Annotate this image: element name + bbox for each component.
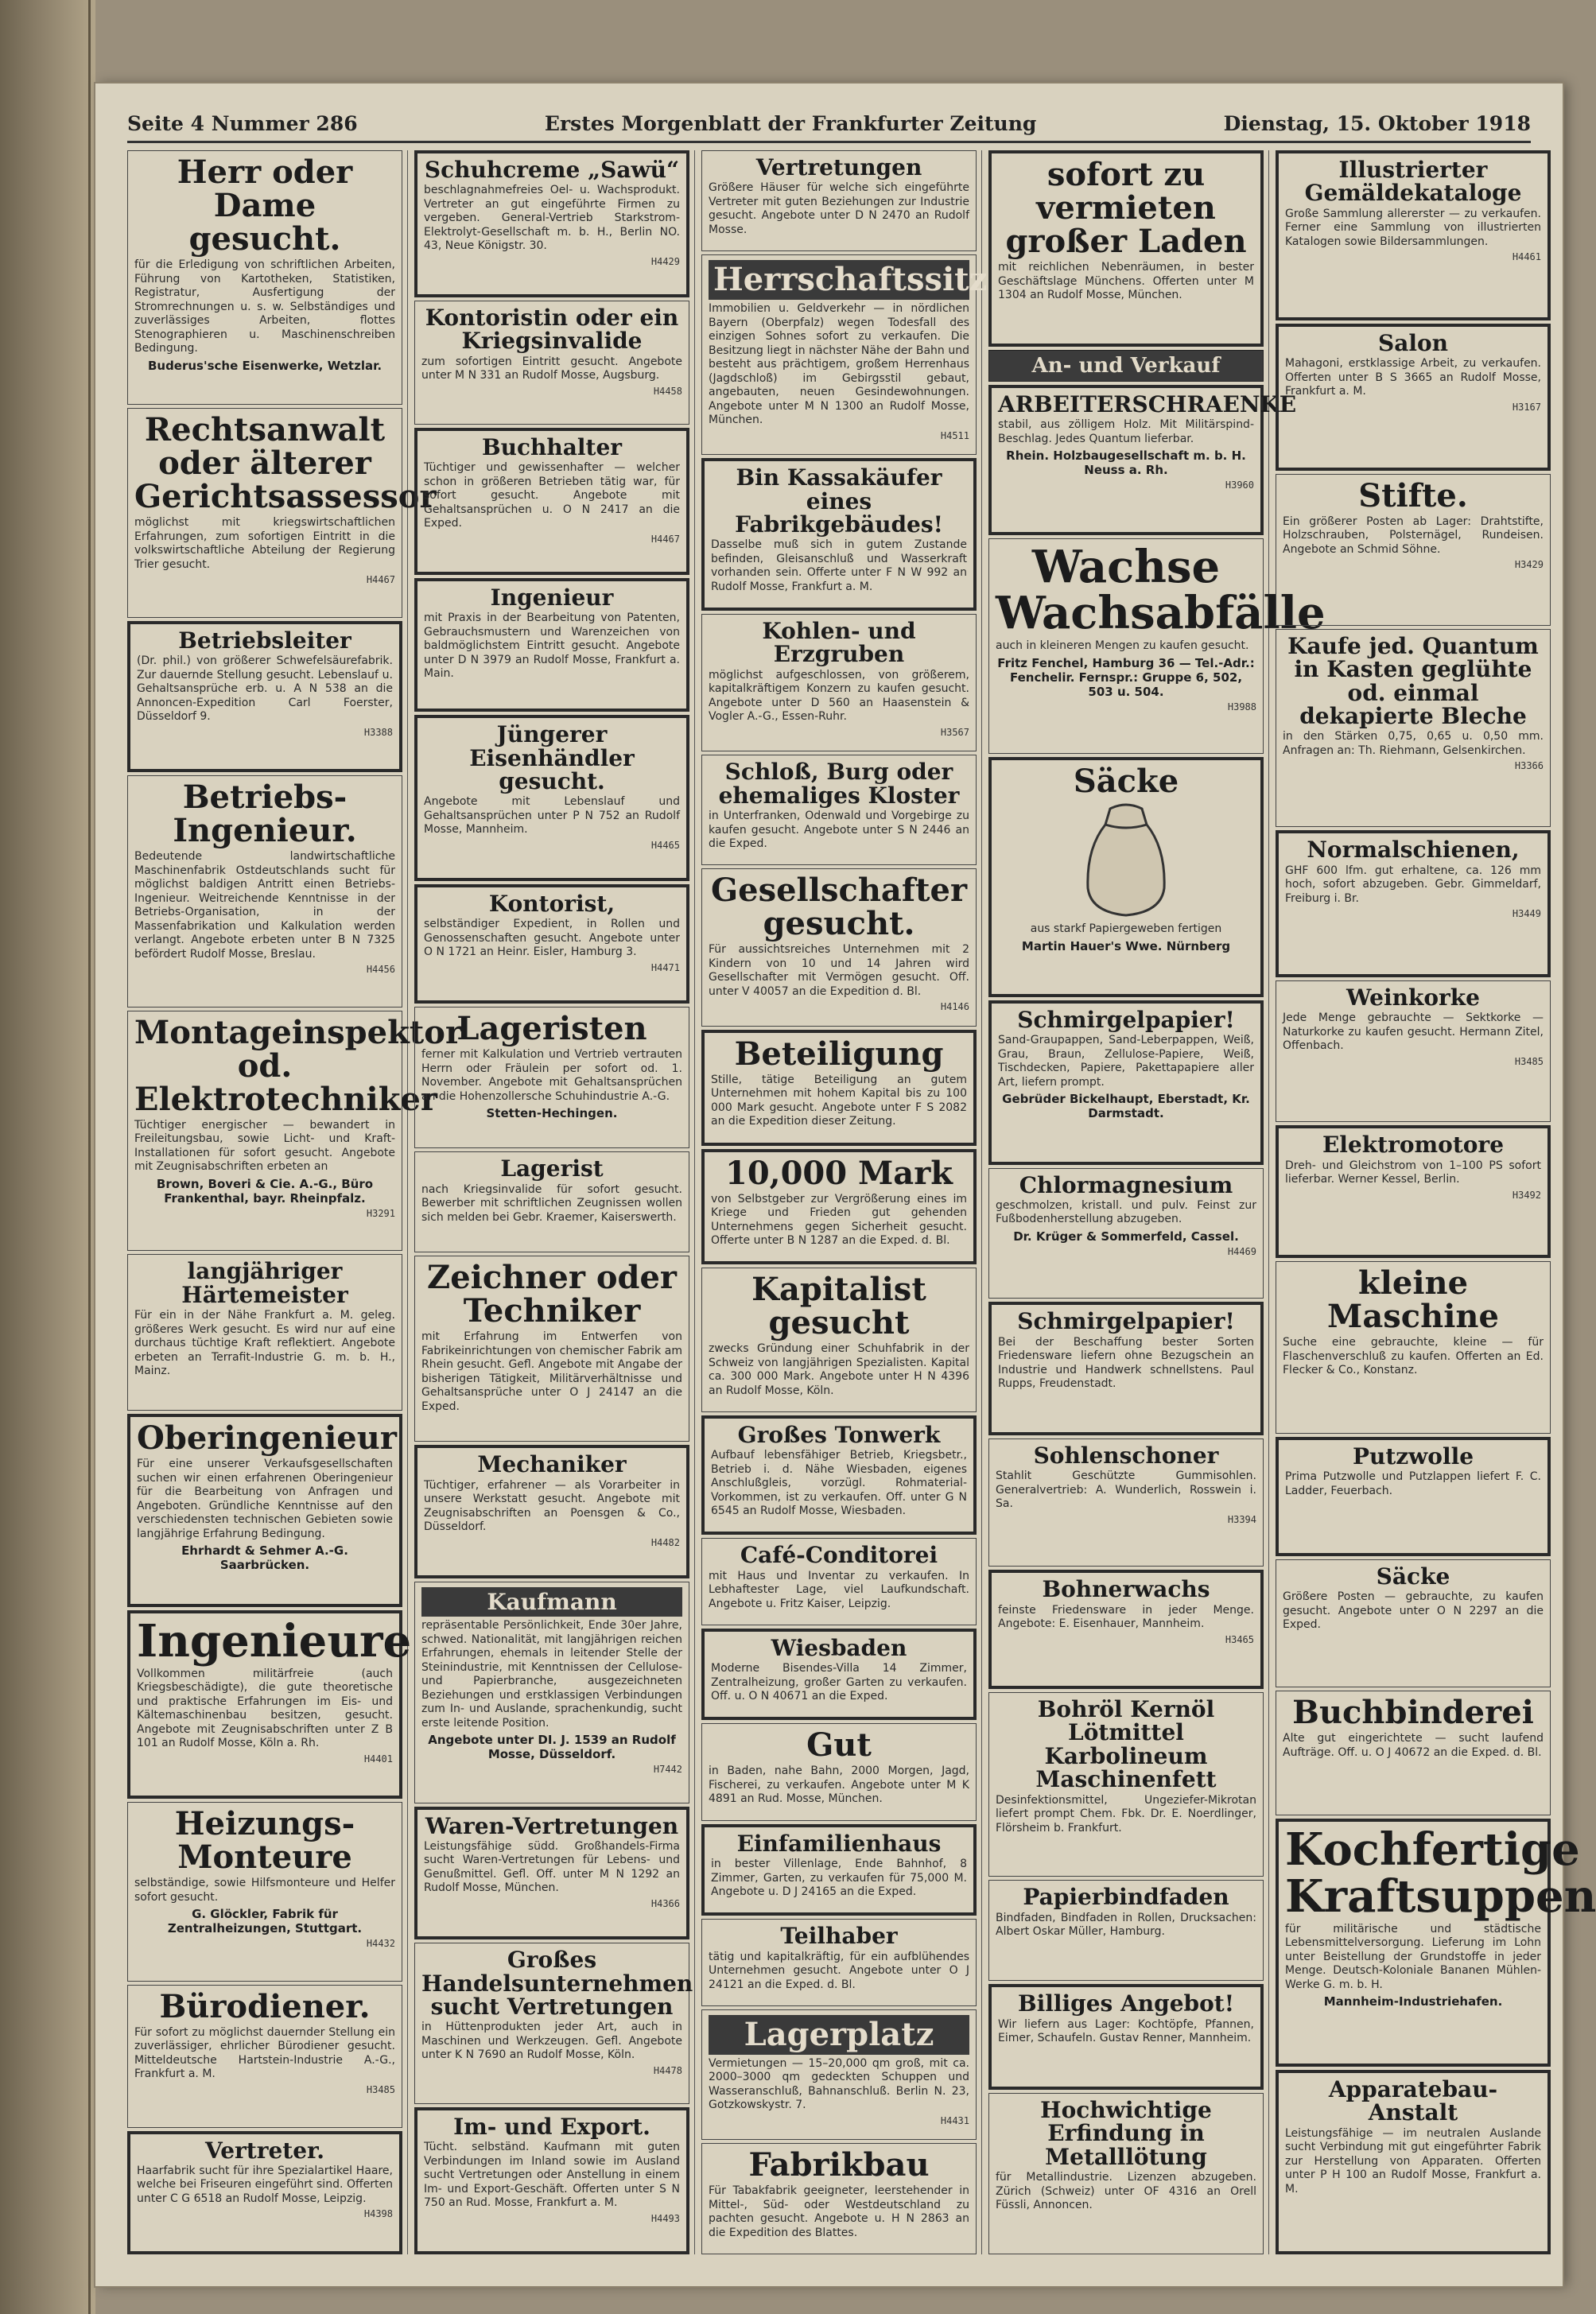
classified-ad [701,1538,977,1625]
ad-body: tätig und kapitalkräftig, für ein aufblühendes Unternehmen gesucht. Angebote unter O J 24121 an die Exped. d. Bl. [709,1950,969,1991]
ad-headline: Café-Conditorei [740,1542,938,1569]
ad-headline: Kohlen- und Erzgruben [762,617,916,668]
classified-ad [1276,1559,1551,1688]
classified-ad [1276,1819,1596,2067]
ad-body: in den Stärken 0,75, 0,65 u. 0,50 mm. Anfragen an: Th. Riehmann, Gelsenkirchen. [1283,730,1544,757]
ad-reference-code: H3567 [940,726,969,738]
ad-reference-code: H4467 [366,574,395,586]
classified-ad [988,1692,1264,1877]
ad-body: (Dr. phil.) von größerer Schwefelsäurefabrik. Zur dauernde Stellung gesucht. Lebenslauf u. Gehaltsansprüche erb. u. A N 538 an die Annoncen-Expedition Carl Foerster, Düsseldorf 9. [137,654,393,724]
ad-headline: kleine Maschine [1327,1264,1499,1336]
classified-ad [1276,1437,1551,1556]
ad-reference-code: H4465 [650,839,680,851]
classified-ad [127,1802,402,1982]
book-binding-spine [0,0,95,2314]
ad-headline: Chlormagnesium [1019,1171,1233,1198]
classified-ad [414,884,689,1004]
classified-ad [701,1415,977,1536]
ad-body: Stahlit Geschützte Gummisohlen. Generalvertrieb: A. Wunderlich, Rosswein i. Sa. [996,1470,1256,1511]
classified-ad [701,614,977,751]
classified-ad [1276,1691,1551,1815]
ad-body: Jede Menge gebrauchte — Sektkorke — Naturkorke zu kaufen gesucht. Hermann Zitel, Offenbach. [1283,1011,1544,1053]
ad-headline: Betriebsleiter [178,627,351,654]
ad-headline: Lagerist [500,1155,604,1182]
ad-headline: Schloß, Burg oder ehemaliges Kloster [718,759,960,809]
ad-signature: Martin Hauer's Wwe. Nürnberg [1021,938,1231,953]
ad-signature: Dr. Krüger & Sommerfeld, Cassel. [1013,1229,1239,1244]
classified-ad [988,757,1264,997]
ad-body: für die Erledigung von schriftlichen Arbeiten, Führung von Kartotheken, Statistiken, Registratur, Ausfertigung der Stromrechnungen u. s. w. Selbständiges und zuverlässiges Arbeiten, flottes Stenographieren u. Maschinenschreiben Bedingung. [134,258,395,355]
ad-body: Dasselbe muß sich in gutem Zustande befinden, Gleisanschluß und Wasserkraft vorhanden sein. Offerte unter F N W 992 an Rudolf Mosse, Frankfurt a. M. [711,538,967,593]
ad-body: Große Sammlung allererster — zu verkaufen. Ferner eine Sammlung von illustrierten Katalogen sowie Bildersammlungen. [1285,207,1541,248]
ad-body: in Unterfranken, Odenwald und Vorgebirge zu kaufen gesucht. Angebote unter S N 2446 an die Exped. [709,810,969,851]
classified-ad [701,458,977,611]
classified-ad [1276,2070,1551,2254]
ad-headline: Bin Kassakäufer eines Fabrikgebäudes! [735,464,943,538]
classified-ad [1276,474,1551,626]
ad-reference-code: H4398 [363,2208,393,2220]
ad-reference-code: H4493 [650,2212,680,2224]
classified-ad [127,1011,463,1252]
ad-reference-code: H3485 [1514,1055,1544,1067]
ad-body: Für aussichtsreiches Unternehmen mit 2 Kindern von 10 und 14 Jahren wird Gesellschafter mit Vermögen gesucht. Off. unter V 40057 an die Expedition d. Bl. [709,943,969,998]
ad-body: Für sofort zu möglichst dauernder Stellung ein zuverlässiger, ehrlicher Bürodiener gesucht. Mitteldeutsche Hartstein-Industrie A.-G., Frankfurt a. M. [134,2025,395,2081]
classified-ad [127,1414,402,1607]
classified-ad [701,2143,977,2254]
ad-body: Moderne Bisendes-Villa 14 Zimmer, Zentralheizung, großer Garten zu verkaufen. Off. u. O N 40671 an die Exped. [711,1662,967,1703]
ad-headline: Heizungs-Monteure [174,1805,355,1877]
ad-signature: Mannheim-Industriehafen. [1323,1994,1503,2009]
ad-reference-code: H4471 [650,961,680,973]
ad-body: Größere Posten — gebrauchte, zu kaufen gesucht. Angebote unter O N 2297 an die Exped. [1283,1590,1544,1632]
ad-body: Suche eine gebrauchte, kleine — für Flaschenverschluß zu kaufen. Offerten an Ed. Flecker & Co., Konstanz. [1283,1336,1544,1377]
classified-ad [988,1000,1264,1165]
classified-ad [414,2107,689,2254]
ad-column [127,150,463,2254]
ad-reference-code: H4478 [653,2064,682,2076]
ad-headline: Buchhalter [481,434,623,461]
ad-reference-code: H3485 [366,2083,395,2095]
ad-body: Größere Häuser für welche sich eingeführte Vertreter mit guten Beziehungen zur Industrie gesucht. Angebote unter D N 2470 an Rudolf Mosse. [709,181,969,236]
classified-ad [414,1256,689,1442]
ad-headline: Ingenieur [490,584,614,612]
classified-ad [414,1151,689,1252]
ad-headline: Gesellschafter gesucht. [710,872,968,943]
ad-body: beschlagnahmefreies Oel- u. Wachsprodukt. Vertreter an gut eingeführte Firmen zu vergeben. General-Vertrieb Starkstrom-Elektrolyt-Gesellschaft m. b. H., Berlin NO. 43, Neue Königstr. 30. [424,184,680,253]
ad-body: in bester Villenlage, Ende Bahnhof, 8 Zimmer, Garten, zu verkaufen für 75,000 M. Angebote u. D J 24165 an die Exped. [711,1858,967,1899]
classified-ad [414,1582,689,1803]
ad-signature: Rhein. Holzbaugesellschaft m. b. H. Neuss a. Rh. [1006,448,1246,478]
classified-ad [988,1984,1264,2090]
ad-body: Für ein in der Nähe Frankfurt a. M. geleg. größeres Werk gesucht. Es wird nur auf eine durchaus tüchtige Kraft reflektiert. Angebote erbeten an Terrafit-Industrie G. m. b. H., Mainz. [134,1309,395,1378]
classified-ad [414,578,689,712]
classified-ad [701,1149,977,1265]
ad-reference-code: H3394 [1227,1513,1256,1525]
ad-body: Desinfektionsmittel, Ungeziefer-Mikrotan liefert prompt Chem. Fbk. Dr. E. Noerdlinger, Flörsheim b. Frankfurt. [996,1793,1256,1835]
ad-body: Für eine unserer Verkaufsgesellschaften suchen wir einen erfahrenen Oberingenieur für die Bearbeitung von Anfragen und Angeboten. Gründliche Kenntnisse auf den verschiedensten technischen Gebieten sowie langjährige Erfahrung Bedingung. [137,1458,393,1540]
ad-headline: Papierbindfaden [1023,1884,1229,1911]
ad-body: aus starkf Papiergeweben fertigen [1030,922,1222,936]
classified-ad [127,1610,412,1799]
ad-body: Wir liefern aus Lager: Kochtöpfe, Pfannen, Eimer, Schaufeln. Gustav Renner, Mannheim. [998,2017,1254,2045]
classified-ad [127,1985,402,2128]
ad-headline: Schmirgelpapier! [1017,1308,1235,1335]
ad-reference-code: H4458 [653,385,682,397]
header-date: Dienstag, 15. Oktober 1918 [1223,111,1531,135]
ad-headline: Ingenieure [137,1614,412,1668]
ad-headline: Betriebs-Ingenieur. [173,778,357,850]
ad-headline: Illustrierter Gemäldekataloge [1304,157,1522,207]
ad-headline: Kaufe jed. Quantum in Kasten geglühte od. einmal dekapierte Bleche [1287,632,1539,729]
ad-headline: Sohlenschoner [1033,1442,1219,1470]
ad-headline: Bürodiener. [159,1987,371,2025]
ad-reference-code: H3492 [1512,1189,1541,1201]
ad-column [414,150,695,2254]
classified-ad [414,1445,689,1578]
ad-reference-code: H7442 [653,1764,682,1776]
ad-body: Tüchtiger energischer — bewandert in Freileitungsbau, sowie Licht- und Kraft-Installationen für sofort gesucht. Angebote mit Zeugnisabschriften erbeten an [134,1118,395,1174]
ad-headline: Salon [1377,330,1449,356]
ad-body: Leistungsfähige südd. Großhandels-Firma sucht Waren-Vertretungen für Lebens- und Genußmittel. Gefl. Off. unter M N 1292 an Rudolf Mosse, München. [424,1839,680,1895]
classified-ad [1276,980,1551,1123]
classified-ad [127,1254,402,1411]
classified-ad [1276,629,1551,827]
header-rule [127,141,1531,143]
header-masthead: Erstes Morgenblatt der Frankfurter Zeitung [544,111,1037,135]
ad-column [988,150,1326,2254]
classified-ad [1276,150,1551,320]
ad-body: auch in kleineren Mengen zu kaufen gesucht. [996,639,1249,653]
ad-body: GHF 600 lfm. gut erhaltene, ca. 126 mm hoch, sofort abzugeben. Gebr. Gimmeldarf, Freiburg i. Br. [1285,864,1541,905]
ad-body: Immobilien u. Geldverkehr — in nördlichen Bayern (Oberpfalz) wegen Todesfall des einzigen Sohnes sofort zu verkaufen. Die Besitzung liegt in nächster Nähe der Bahn und besteht aus prächtigem, großem Herrenhaus (Jagdschloß) im Gebirgsstil gebaut, angebauten, neuen Gesindewohnungen. Angebote unter M N 1300 an Rudolf Mosse, München. [709,302,969,427]
ad-body: in Hüttenprodukten jeder Art, auch in Maschinen und Werkzeugen. Gefl. Angebote unter K N 7690 an Rudolf Mosse, Köln. [421,2021,682,2062]
ad-body: stabil, aus zölligem Holz. Mit Militärspind-Beschlag. Jedes Quantum lieferbar. [998,418,1254,445]
ad-headline: Weinkorke [1346,984,1480,1011]
ad-reference-code: H3167 [1512,401,1541,413]
classified-ad [414,1807,689,1940]
ad-body: Ein größerer Posten ab Lager: Drahtstifte, Holzschrauben, Polsternägel, Rundeisen. Angebote an Schmid Söhne. [1283,514,1544,556]
ad-headline: Säcke [1073,763,1179,801]
ad-body: Für Tabakfabrik geeigneter, leerstehender in Mittel-, Süd- oder Westdeutschland zu pachten gesucht. Angebote u. H N 2863 an die Expedition des Blattes. [709,2184,969,2239]
classified-ad [127,775,402,1008]
ad-headline: Im- und Export. [453,2113,650,2140]
classified-ad [988,1880,1264,1981]
classified-ad [701,1919,977,2006]
ad-reference-code: H4511 [940,429,969,441]
ad-headline: Kontorist, [488,890,615,917]
ad-body: repräsentable Persönlichkeit, Ende 30er Jahre, schwed. Nationalität, mit langjährigen reichen Erfahrungen, ehemals in leitender Stelle der Steinindustrie, mit Kenntnissen der Cellulose- und Papierbranche, ausgezeichneten Beziehungen und erstklassigen Verbindungen zum In- und Auslande, sprachenkundig, sucht erste leitende Position. [421,1619,682,1730]
ad-body: Dreh- und Gleichstrom von 1–100 PS sofort lieferbar. Werner Kessel, Berlin. [1285,1159,1541,1186]
classified-ad [414,428,689,575]
classified-ad [414,301,689,425]
classified-ad [988,538,1326,754]
ad-headline: Normalschienen, [1307,837,1520,864]
ad-signature: Angebote unter DI. J. 1539 an Rudolf Mosse, Düsseldorf. [428,1733,676,1762]
ad-headline: Herrschaftssitz [709,260,969,300]
ad-reference-code: H4431 [940,2114,969,2126]
ad-body: Haarfabrik sucht für ihre Spezialartikel Haare, welche bei Friseuren eingeführt sind. Offerten unter C G 6518 an Rudolf Mosse, Leipzig. [137,2164,393,2205]
header-page-number: Seite 4 Nummer 286 [127,111,358,135]
ad-reference-code: H4467 [650,533,680,545]
ad-signature: Gebrüder Bickelhaupt, Eberstadt, Kr. Darmstadt. [1002,1092,1250,1121]
ad-body: Stille, tätige Beteiligung an gutem Unternehmen mit hohem Kapital bis zu 100 000 Mark gesucht. Angebote unter F S 2082 an die Expedition dieser Zeitung. [711,1073,967,1128]
classified-ad [701,755,977,865]
ad-headline: sofort zu vermieten großer Laden [1005,156,1247,260]
classified-ad [1276,324,1551,471]
ad-reference-code: H4146 [940,1001,969,1013]
classified-ad [414,1007,689,1148]
ad-reference-code: H4469 [1227,1245,1256,1257]
ad-headline: Kontoristin oder ein Kriegsinvalide [425,305,679,355]
ad-reference-code: H3960 [1225,479,1254,491]
newspaper-page [95,83,1596,2286]
ad-column [1276,150,1596,2254]
classified-ad [701,1723,977,1820]
ad-signature: Fritz Fenchel, Hamburg 36 — Tel.-Adr.: Fenchelir. Fernspr.: Gruppe 6, 502, 503 u. 504. [997,655,1255,699]
ad-headline: Säcke [1376,1563,1450,1590]
ad-reference-code: H3429 [1514,559,1544,571]
classified-ad [701,2009,977,2141]
ad-headline: Gut [806,1726,872,1765]
ad-signature: Stetten-Hechingen. [486,1106,618,1121]
ad-body: Tüchtiger, erfahrener — als Vorarbeiter in unsere Werkstatt gesucht. Angebote mit Zeugnisabschriften an Poensgen & Co., Düsseldorf. [424,1478,680,1534]
ad-body: Aufbauf lebensfähiger Betrieb, Kriegsbetr., Betrieb i. d. Nähe Wiesbaden, eigenes Anschlußgleis, vorzügl. Rohmaterial-Vorkommen, ist zu verkaufen. Off. unter G N 6545 an Rudolf Mosse, Wiesbaden. [711,1449,967,1518]
ad-body: für Metallindustrie. Lizenzen abzugeben. Zürich (Schweiz) unter OF 4316 an Orell Füssli, Annoncen. [996,2171,1256,2212]
ad-reference-code: H4432 [366,1938,395,1950]
ad-headline: Mechaniker [477,1451,627,1478]
ad-headline: Herr oder Dame gesucht. [177,153,353,258]
ad-body: möglichst mit kriegswirtschaftlichen Erfahrungen, zum sofortigen Eintritt in die volkswirtschaftliche Abteilung der Regierung Trier gesucht. [134,516,395,571]
ad-headline: Kochfertige Kraftsuppen [1285,1823,1596,1923]
ad-headline: Kapitalist gesucht [751,1271,926,1342]
ad-body: Bei der Beschaffung bester Sorten Friedensware liefern ohne Bezugschein an Industrie und Handwerk schnellstens. Paul Rupps, Freudenstadt. [998,1335,1254,1391]
ad-body: selbständige, sowie Hilfsmonteure und Helfer sofort gesucht. [134,1877,395,1904]
ad-body: geschmolzen, kristall. und pulv. Feinst zur Fußbodenherstellung abzugeben. [996,1198,1256,1226]
ad-column [701,150,988,2254]
classified-ad [988,385,1297,535]
ad-headline: 10,000 Mark [725,1154,953,1192]
classified-ad [701,1824,977,1916]
ad-signature: Brown, Boveri & Cie. A.-G., Büro Frankenthal, bayr. Rheinpfalz. [156,1176,374,1206]
ad-headline: Montageinspektor od. Elektrotechniker [134,1013,463,1118]
ad-reference-code: H4401 [363,1753,393,1765]
ad-headline: Großes Handelsunternehmen sucht Vertretungen [421,1947,693,2020]
ad-body: mit Praxis in der Bearbeitung von Patenten, Gebrauchsmustern und Warenzeichen von baldmöglichstem Eintritt gesucht. Angebote unter D N 3979 an Rudolf Mosse, Frankfurt a. Main. [424,612,680,681]
ad-reference-code: H4366 [650,1897,680,1909]
ad-headline: Schuhcreme „Sawü“ [424,157,680,183]
ad-body: Sand-Graupappen, Sand-Leberpappen, Weiß, Grau, Braun, Zellulose-Papiere, Weiß, Tischdecken, Papiere, Pakettapapiere aller Art, liefern prompt. [998,1034,1254,1089]
classified-ad [988,1168,1264,1299]
ad-body: zum sofortigen Eintritt gesucht. Angebote unter M N 331 an Rudolf Mosse, Augsburg. [421,355,682,382]
ad-body: Bedeutende landwirtschaftliche Maschinenfabrik Ostdeutschlands sucht für möglichst baldigen Antritt einen Betriebs-Ingenieur. Weitreichende Kenntnisse in der Betriebs-Organisation, in der Massenfabrikation und Kalkulation werden verlangt. Angebote erbeten unter B N 7325 befördert Rudolf Mosse, Breslau. [134,850,395,961]
classified-ad [701,1268,977,1412]
ad-headline: langjähriger Härtemeister [181,1258,348,1308]
ad-body: Prima Putzwolle und Putzlappen liefert F. C. Ladder, Feuerbach. [1285,1470,1541,1497]
ad-body: Angebote mit Lebenslauf und Gehaltsansprüchen unter P N 752 an Rudolf Mosse, Mannheim. [424,795,680,837]
classified-ad [988,1302,1264,1435]
page-header [127,107,1531,139]
ad-headline: Hochwichtige Erfindung in Metalllötung [1040,2096,1212,2170]
ad-headline: Vertretungen [755,154,922,181]
ad-headline: Bohnerwachs [1042,1576,1210,1603]
ad-headline: Jüngerer Eisenhändler gesucht. [469,721,635,794]
classified-ad [1276,830,1551,977]
classified-ad [1276,1125,1551,1258]
ad-reference-code: H3388 [363,726,393,738]
ad-headline: Bohröl Kernöl Lötmittel Karbolineum Maschinenfett [1035,1696,1217,1793]
ad-reference-code: H3988 [1227,701,1256,712]
classified-ad [414,150,689,297]
classified-ad [127,2131,402,2255]
ad-headline: Oberingenieur [137,1419,397,1458]
ad-reference-code: H4461 [1512,251,1541,263]
ad-headline: Fabrikbau [748,2146,930,2184]
ad-body: Tücht. selbständ. Kaufmann mit guten Verbindungen im Inland sowie im Ausland sucht Vertretungen oder Anstellung in einem Im- und Export-Geschäft. Offerten unter S N 750 an Rud. Mosse, Frankfurt a. M. [424,2141,680,2210]
ad-body: Mahagoni, erstklassige Arbeit, zu verkaufen. Offerten unter B S 3665 an Rudolf Mosse, Frankfurt a. M. [1285,357,1541,398]
ad-body: mit reichlichen Nebenräumen, in bester Geschäftslage Münchens. Offerten unter M 1304 an Rudolf Mosse, München. [998,261,1254,301]
ad-signature: Buderus'sche Eisenwerke, Wetzlar. [147,358,382,373]
ad-reference-code: H3449 [1512,908,1541,919]
ad-columns [127,150,1596,2254]
ad-signature: G. Glöckler, Fabrik für Zentralheizungen, Stuttgart. [167,1907,363,1936]
classified-ad [701,1629,977,1721]
ad-body: in Baden, nahe Bahn, 2000 Morgen, Jagd, Fischerei, zu verkaufen. Angebote unter M K 4891 an Rud. Mosse, München. [709,1765,969,1806]
ad-body: Alte gut eingerichtete — sucht laufend Aufträge. Off. u. O J 40672 an die Exped. d. Bl. [1283,1732,1544,1759]
ad-reference-code: H4456 [366,964,395,976]
ad-body: Bindfaden, Bindfaden in Rollen, Drucksachen: Albert Oskar Müller, Hamburg. [996,1911,1256,1939]
ad-headline: Wiesbaden [771,1634,907,1661]
ad-headline: Einfamilienhaus [736,1830,942,1857]
ad-reference-code: H3465 [1225,1633,1254,1645]
ad-body: selbständiger Expedient, in Rollen und Genossenschaften gesucht. Angebote unter O N 1721 an Heinr. Eisler, Hamburg 3. [424,918,680,959]
classified-ad [701,868,977,1027]
ad-headline: Lagerplatz [709,2015,969,2055]
ad-headline: Elektromotore [1322,1132,1505,1159]
sack-illustration-icon [998,801,1254,920]
ad-headline: Wachse Wachsabfälle [996,540,1326,640]
classified-ad [988,1570,1264,1689]
classified-ad [701,1030,977,1146]
classified-ad [988,1438,1264,1567]
ad-body: nach Kriegsinvalide für sofort gesucht. Bewerber mit schriftlichen Zeugnissen wollen sich melden bei Gebr. Kraemer, Kaiserswerth. [421,1182,682,1224]
ad-body: zwecks Gründung einer Schuhfabrik in der Schweiz von langjährigen Spezialisten. Kapital ca. 300 000 Mark. Angebote unter H N 4396 an Rudolf Mosse, Köln. [709,1342,969,1397]
ad-headline: Kaufmann [421,1587,682,1617]
ad-headline: Schmirgelpapier! [1017,1006,1235,1033]
ad-body: Vermietungen — 15–20,000 qm groß, mit ca. 2000–3000 qm gedeckten Schuppen und Wasseranschluß, Bahnanschluß. Berlin N. 23, Gotzkowskystr. 7. [709,2056,969,2112]
ad-headline: Beteiligung [734,1035,944,1073]
ad-headline: Teilhaber [780,1923,898,1950]
ad-headline: Putzwolle [1352,1442,1474,1470]
ad-body: mit Haus und Inventar zu verkaufen. In Lebhaftester Lage, viel Laufkundschaft. Angebote u. Fritz Kaiser, Leipzig. [709,1569,969,1610]
ad-signature: Ehrhardt & Sehmer A.-G. Saarbrücken. [181,1543,348,1573]
ad-headline: Zeichner oder Techniker [427,1259,677,1330]
ad-reference-code: H3291 [366,1207,395,1219]
section-heading: An- und Verkauf [988,350,1264,382]
ad-headline: Waren-Vertretungen [425,1812,679,1839]
classified-ad [701,254,988,455]
ad-headline: Vertreter. [205,2137,324,2164]
ad-body: feinste Friedensware in jeder Menge. Angebote: E. Eisenhauer, Mannheim. [998,1603,1254,1631]
ad-body: ferner mit Kalkulation und Vertrieb vertrauten Herrn oder Fräulein per sofort od. 1. November. Angebote mit Gehaltsansprüchen an die Hohenzollersche Schuhindustrie A.-G. [421,1048,682,1103]
ad-headline: Großes Tonwerk [737,1421,941,1448]
ad-headline: Buchbinderei [1292,1694,1534,1732]
ad-headline: Billiges Angebot! [1017,1990,1235,2017]
ad-headline: Stifte. [1358,476,1468,514]
classified-ad [1276,1261,1551,1433]
ad-headline: Lageristen [456,1010,647,1048]
classified-ad [988,2093,1264,2254]
ad-body: möglichst aufgeschlossen, von größerem, kapitalkräftigem Konzern zu kaufen gesucht. Angebote unter D 560 an Haasenstein & Vogler A.-G., Essen-Ruhr. [709,668,969,724]
ad-body: für militärische und städtische Lebensmittelversorgung. Lieferung im Lohn unter Beistellung der Grundstoffe in jeder Menge. Deutsch-Koloniale Bananen Mühlen-Werke G. m. b. H. [1285,1922,1541,1991]
classified-ad [414,1943,693,2104]
ad-body: Tüchtiger und gewissenhafter — welcher schon in größeren Betrieben tätig war, für sofort gesucht. Angebote mit Gehaltsansprüchen u. O N 2417 an die Exped. [424,461,680,530]
ad-body: von Selbstgeber zur Vergrößerung eines im Kriege und Frieden gut gehenden Unternehmens gegen Sicherheit gesucht. Offerte unter B N 1287 an die Exped. d. Bl. [711,1192,967,1248]
ad-reference-code: H4482 [650,1536,680,1548]
classified-ad [988,150,1264,347]
ad-headline: Apparatebau-Anstalt [1328,2075,1498,2126]
ad-headline: Rechtsanwalt oder älterer Gerichtsassessor [134,411,437,516]
classified-ad [127,408,437,618]
classified-ad [701,150,977,251]
ad-body: Leistungsfähige — im neutralen Auslande sucht Verbindung mit gut eingeführter Fabrik zur Herstellung von Apparaten. Offerten unter P H 100 an Rudolf Mosse, Frankfurt a. M. [1285,2126,1541,2196]
classified-ad [414,715,689,881]
classified-ad [127,621,402,773]
ad-headline: ARBEITERSCHRAENKE [998,390,1297,417]
ad-reference-code: H4429 [650,255,680,267]
ad-reference-code: H3366 [1514,760,1544,772]
ad-body: mit Erfahrung im Entwerfen von Fabrikeinrichtungen von chemischer Fabrik am Rhein gesucht. Gefl. Angebote mit Angabe der bisherigen Tätigkeit, Militärverhältnisse und Gehaltsansprüche unter O J 24147 an die Exped. [421,1330,682,1413]
ad-body: Vollkommen militärfreie (auch Kriegsbeschädigte), die gute theoretische und praktische Erfahrungen im Eis- und Kältemaschinenbau besitzen, gesucht. Angebote mit Zeugnisabschriften unter Z B 101 an Rudolf Mosse, Köln a. Rh. [137,1667,393,1750]
classified-ad [127,150,402,405]
